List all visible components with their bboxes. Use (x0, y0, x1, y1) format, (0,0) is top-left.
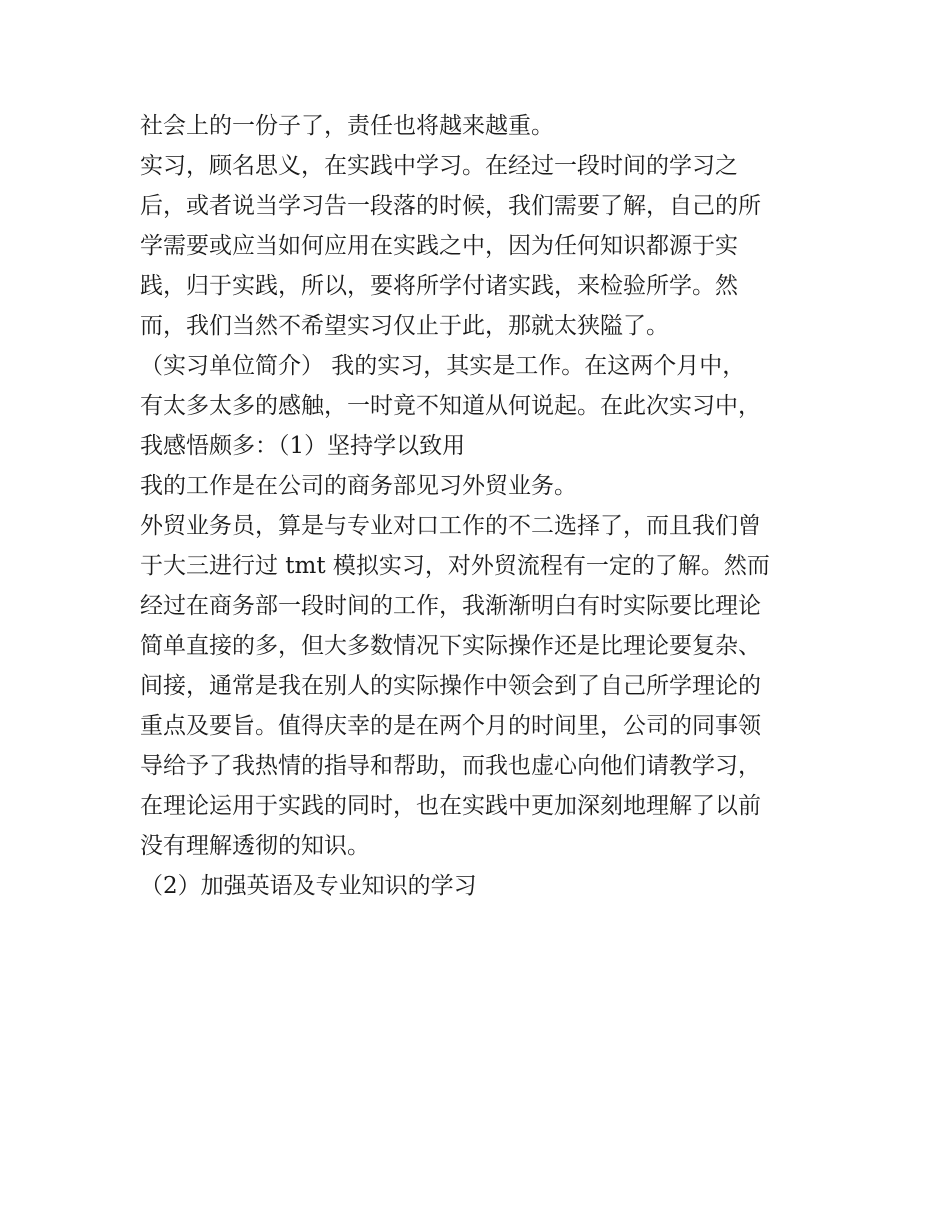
text-line: 于大三进行过 tmt 模拟实习，对外贸流程有一定的了解。然而 (140, 553, 770, 579)
text-line: 重点及要旨。值得庆幸的是在两个月的时间里，公司的同事领 (140, 713, 761, 739)
body-text (140, 106, 820, 906)
text-line: 后，或者说当学习告一段落的时候，我们需要了解，自己的所 (140, 193, 761, 219)
text-line: 没有理解透彻的知识。 (140, 833, 370, 859)
text-line: 我感悟颇多：（1）坚持学以致用 (140, 433, 466, 459)
text-line: 践，归于实践，所以，要将所学付诸实践，来检验所学。然 (140, 273, 738, 299)
text-line: 实习，顾名思义，在实践中学习。在经过一段时间的学习之 (140, 153, 738, 179)
text-line: 外贸业务员，算是与专业对口工作的不二选择了，而且我们曾 (140, 513, 761, 539)
text-line: 简单直接的多，但大多数情况下实际操作还是比理论要复杂、 (140, 633, 761, 659)
text-line: 我的工作是在公司的商务部见习外贸业务。 (140, 473, 577, 499)
text-line: 导给予了我热情的指导和帮助，而我也虚心向他们请教学习， (140, 753, 761, 779)
text-line: 而，我们当然不希望实习仅止于此，那就太狭隘了。 (140, 313, 669, 339)
text-line: 间接，通常是我在别人的实际操作中领会到了自己所学理论的 (140, 673, 761, 699)
text-line: 在理论运用于实践的同时，也在实践中更加深刻地理解了以前 (140, 793, 761, 819)
text-line: （2）加强英语及专业知识的学习 (140, 873, 477, 899)
text-line: 经过在商务部一段时间的工作，我渐渐明白有时实际要比理论 (140, 593, 761, 619)
text-line: （实习单位简介） 我的实习，其实是工作。在这两个月中， (140, 353, 746, 379)
text-line: 有太多太多的感触，一时竟不知道从何说起。在此次实习中， (140, 393, 761, 419)
text-line: 学需要或应当如何应用在实践之中，因为任何知识都源于实 (140, 233, 738, 259)
text-line: 社会上的一份子了，责任也将越来越重。 (140, 113, 554, 139)
